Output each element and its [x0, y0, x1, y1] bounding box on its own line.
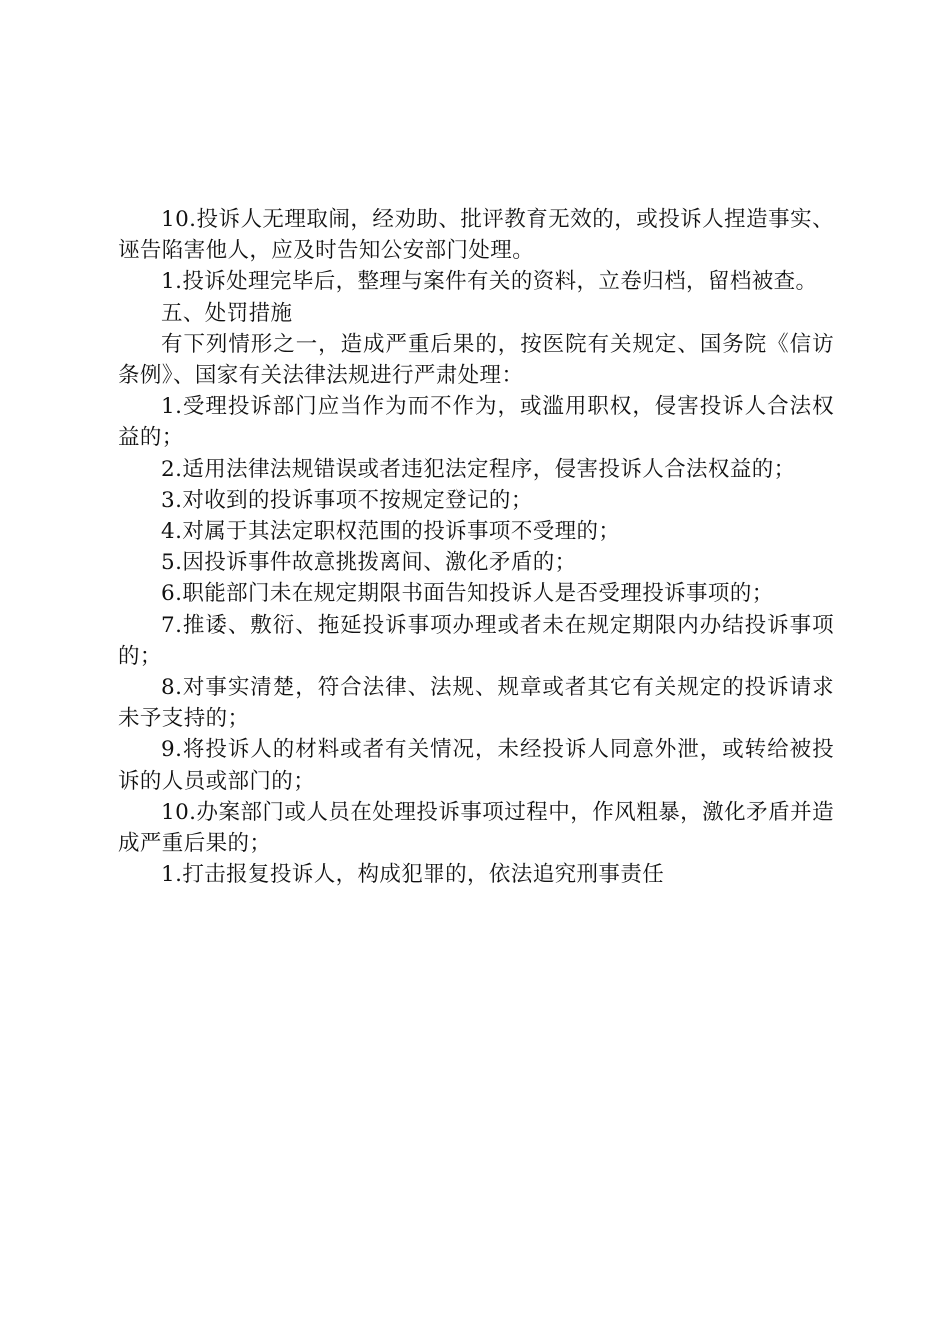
list-item-7: 7.推诿、敷衍、拖延投诉事项办理或者未在规定期限内办结投诉事项的； — [118, 612, 834, 669]
document-body — [118, 204, 834, 890]
list-item-1: 1.受理投诉部门应当作为而不作为，或滥用职权，侵害投诉人合法权益的； — [118, 394, 834, 451]
list-item-9: 9.将投诉人的材料或者有关情况，未经投诉人同意外泄，或转给被投诉的人员或部门的； — [118, 737, 834, 794]
list-item-5: 5.因投诉事件故意挑拨离间、激化矛盾的； — [161, 550, 577, 576]
list-item-10: 10.办案部门或人员在处理投诉事项过程中，作风粗暴，激化矛盾并造成严重后果的； — [118, 799, 834, 857]
list-item-11: 1.打击报复投诉人，构成犯罪的，依法追究刑事责任 — [161, 862, 665, 888]
section-heading-penalties: 五、处罚措施 — [161, 300, 293, 326]
list-item-3: 3.对收到的投诉事项不按规定登记的； — [161, 487, 533, 513]
paragraph-complainant-misconduct: 10.投诉人无理取闹，经劝助、批评教育无效的，或投诉人捏造事实、诬告陷害他人，应及时告知公安部门处理。 — [118, 207, 834, 264]
list-item-8: 8.对事实清楚，符合法律、法规、规章或者其它有关规定的投诉请求未予支持的； — [118, 675, 834, 732]
list-item-6: 6.职能部门未在规定期限书面告知投诉人是否受理投诉事项的； — [161, 581, 774, 607]
paragraph-penalty-intro: 有下列情形之一，造成严重后果的，按医院有关规定、国务院《信访条例》、国家有关法律法规进行严肃处理： — [118, 331, 834, 389]
list-item-4: 4.对属于其法定职权范围的投诉事项不受理的； — [161, 519, 621, 545]
paragraph-archiving: 1.投诉处理完毕后，整理与案件有关的资料，立卷归档，留档被查。 — [161, 269, 818, 295]
list-item-2: 2.适用法律法规错误或者违犯法定程序，侵害投诉人合法权益的； — [161, 456, 796, 482]
